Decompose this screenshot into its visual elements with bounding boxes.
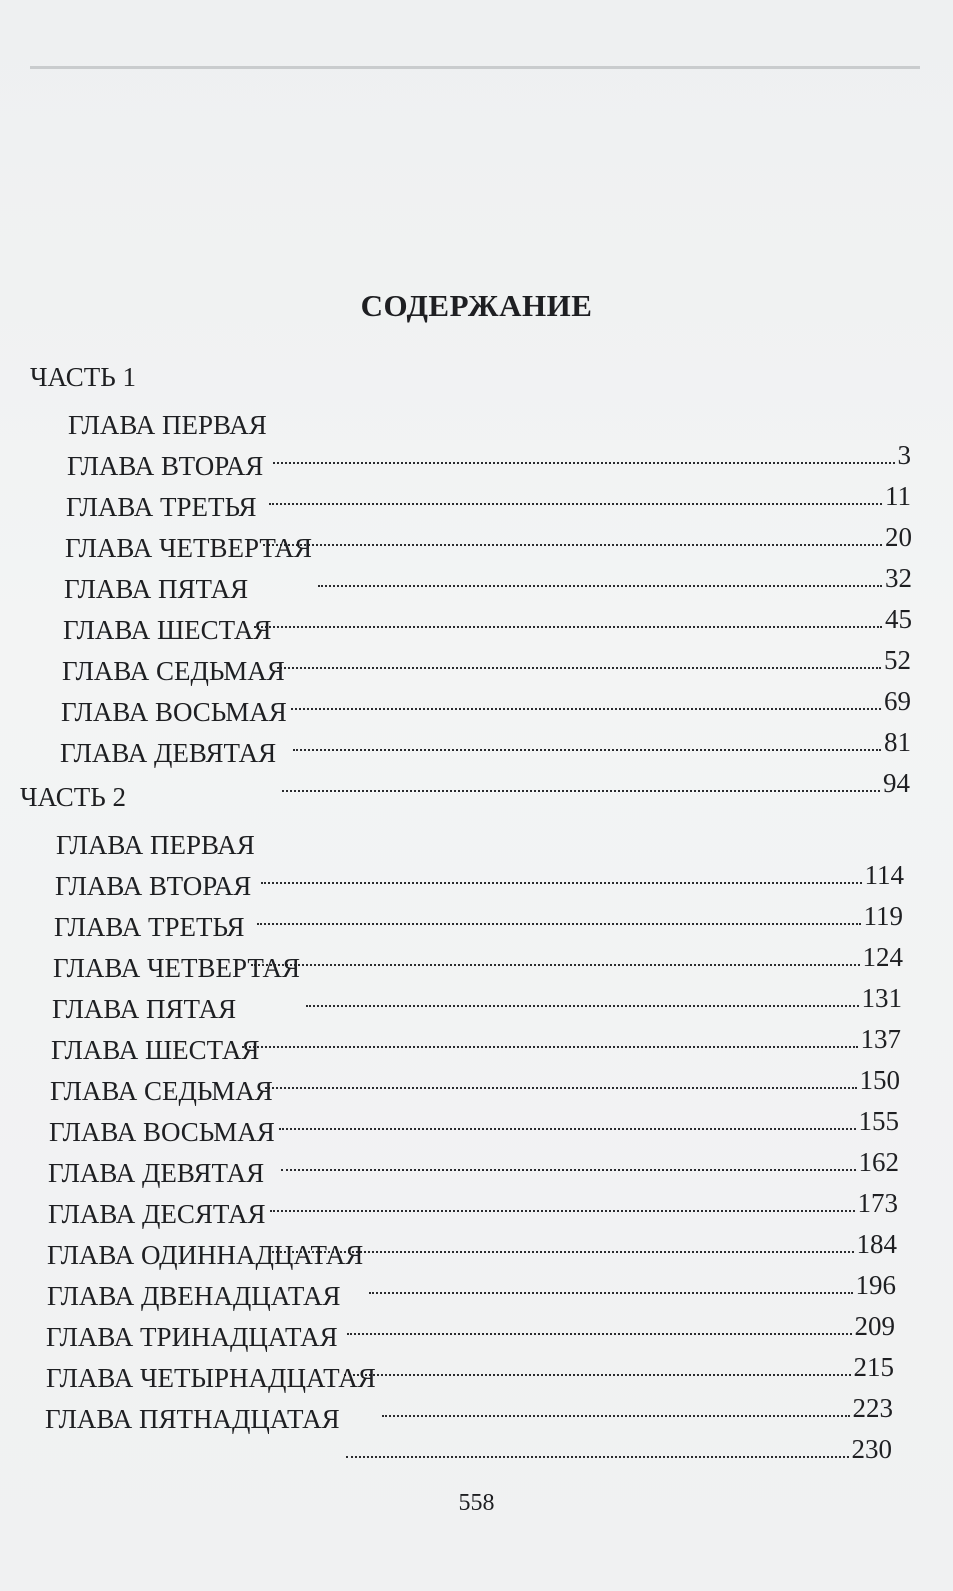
page-number: 114 — [864, 860, 904, 890]
chapter-title: ГЛАВА ТРЕТЬЯ — [66, 492, 257, 522]
chapter-title: ГЛАВА ЧЕТВЕРТАЯ — [65, 533, 312, 563]
page-number: 119 — [863, 901, 903, 931]
chapter-title: ГЛАВА ДЕВЯТАЯ — [48, 1158, 265, 1188]
page-number: 209 — [854, 1311, 895, 1341]
toc-title: СОДЕРЖАНИЕ — [360, 288, 593, 323]
page-number: 124 — [862, 942, 903, 972]
chapter-title: ГЛАВА ЧЕТВЕРТАЯ — [53, 953, 300, 983]
chapter-title: ГЛАВА ДВЕНАДЦАТАЯ — [47, 1281, 341, 1311]
page-number: 223 — [852, 1393, 893, 1423]
chapter-title: ГЛАВА ДЕВЯТАЯ — [60, 738, 277, 768]
chapter-title: ГЛАВА ШЕСТАЯ — [63, 615, 272, 645]
page-number: 11 — [885, 481, 911, 511]
chapter-title: ГЛАВА ПЯТНАДЦАТАЯ — [45, 1404, 340, 1434]
chapter-title: ГЛАВА ЧЕТЫРНАДЦАТАЯ — [46, 1363, 376, 1393]
page-number: 131 — [861, 983, 902, 1013]
page-number: 184 — [856, 1229, 897, 1259]
page-number: 45 — [885, 604, 912, 634]
chapter-title: ГЛАВА СЕДЬМАЯ — [50, 1076, 273, 1106]
toc-entry[interactable] — [45, 1399, 892, 1464]
chapter-title: ГЛАВА ПЯТАЯ — [64, 574, 249, 604]
page-number: 32 — [885, 563, 912, 593]
page-number: 173 — [857, 1188, 898, 1218]
chapter-title: ГЛАВА ВТОРАЯ — [55, 871, 252, 901]
part-2-label: ЧАСТЬ 2 — [20, 782, 126, 812]
page-number: 230 — [851, 1434, 892, 1464]
running-head — [30, 14, 920, 69]
page-number: 150 — [859, 1065, 900, 1095]
chapter-title: ГЛАВА ШЕСТАЯ — [51, 1035, 260, 1065]
page-number: 52 — [884, 645, 911, 675]
chapter-title: ГЛАВА ТРЕТЬЯ — [54, 912, 245, 942]
chapter-title: ГЛАВА ДЕСЯТАЯ — [48, 1199, 266, 1229]
part-1-label: ЧАСТЬ 1 — [30, 362, 136, 392]
chapter-title: ГЛАВА ПЕРВАЯ — [68, 410, 267, 440]
page-number: 94 — [883, 768, 910, 798]
chapter-title: ГЛАВА ВОСЬМАЯ — [49, 1117, 275, 1147]
page-number: 215 — [853, 1352, 894, 1382]
toc-entry[interactable] — [60, 733, 910, 798]
page-number: 20 — [885, 522, 912, 552]
page-number: 81 — [884, 727, 911, 757]
chapter-title: ГЛАВА ПЯТАЯ — [52, 994, 237, 1024]
page-folio: 558 — [458, 1490, 495, 1516]
chapter-title: ГЛАВА СЕДЬМАЯ — [62, 656, 285, 686]
page-number: 137 — [860, 1024, 901, 1054]
page-number: 162 — [858, 1147, 899, 1177]
chapter-title: ГЛАВА ТРИНАДЦАТАЯ — [46, 1322, 338, 1352]
page-number: 196 — [855, 1270, 896, 1300]
chapter-title: ГЛАВА ВТОРАЯ — [67, 451, 264, 481]
chapter-title: ГЛАВА ВОСЬМАЯ — [61, 697, 287, 727]
dot-leader — [282, 764, 880, 792]
chapter-title: ГЛАВА ОДИННАДЦАТАЯ — [47, 1240, 364, 1270]
chapter-title: ГЛАВА ПЕРВАЯ — [56, 830, 255, 860]
page-number: 69 — [884, 686, 911, 716]
page-number: 155 — [858, 1106, 899, 1136]
dot-leader — [346, 1430, 849, 1458]
page-number: 3 — [897, 440, 911, 470]
